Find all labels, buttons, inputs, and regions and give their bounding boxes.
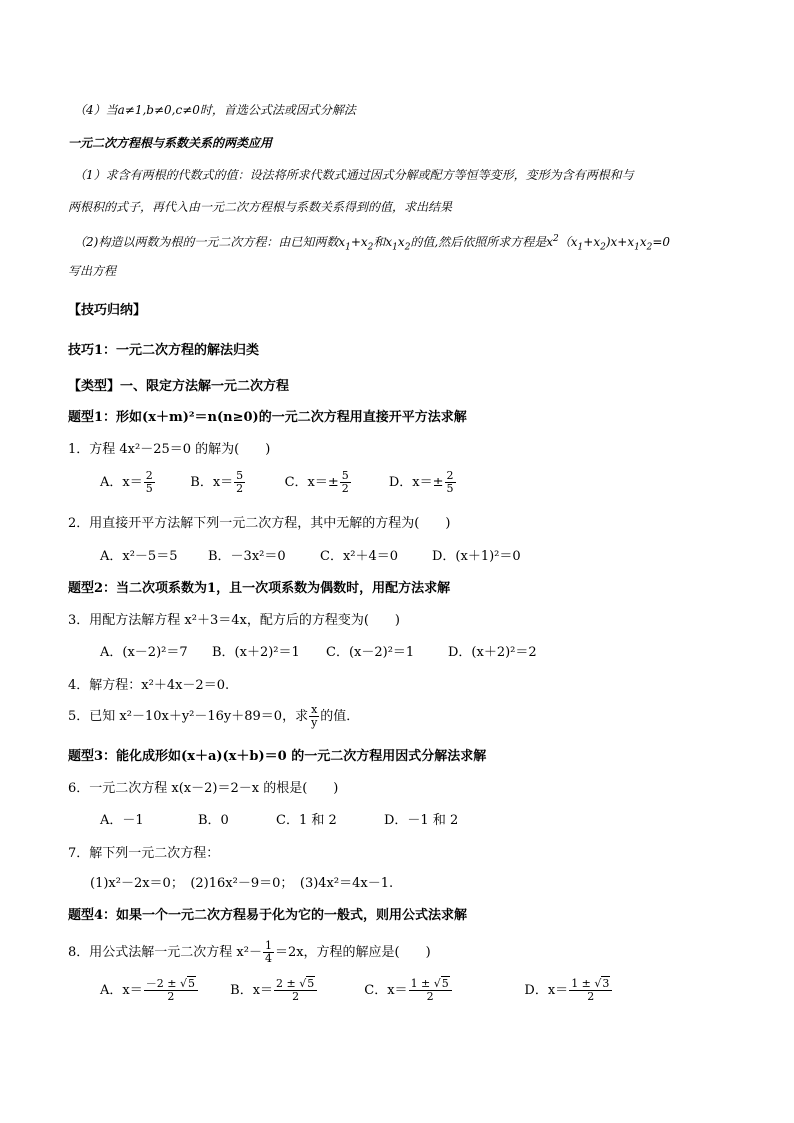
q6-option-a: A．－1 — [100, 813, 144, 828]
numerator: 2 — [446, 469, 454, 482]
q8-option-a-label: A．x＝ — [100, 983, 143, 998]
numerator: 2 ± √5 — [276, 977, 315, 990]
q5-text-end: 的值． — [320, 709, 360, 724]
denominator: y — [311, 716, 318, 729]
question-2-options — [100, 548, 521, 566]
question-8-options — [100, 978, 613, 1018]
radicand: 5 — [441, 977, 449, 990]
question-type-1-heading: 题型1：形如(x＋m)²＝n(n≥0)的一元二次方程用直接开平方法求解 — [68, 410, 467, 425]
p2-text-j: =0 — [652, 235, 671, 249]
q8-option-b-label: B．x＝ — [230, 983, 274, 998]
question-8 — [68, 940, 431, 970]
q1-option-b — [190, 470, 266, 495]
numerator: 5 — [341, 469, 349, 482]
numerator-text: 1 ± — [410, 977, 434, 990]
numerator: －2 ± √5 — [145, 977, 195, 990]
sub-1d: 1 — [634, 242, 640, 253]
question-3: 3．用配方法解方程 x²＋3＝4x，配方后的方程变为( ) — [68, 613, 400, 628]
denominator: 2 — [341, 482, 349, 495]
p2-text-a: （2)构造以两数为根的一元二次方程：由已知两数x — [74, 235, 346, 249]
p2-text-b: +x — [350, 235, 368, 249]
q6-option-d: D．－1 和 2 — [384, 813, 459, 828]
q2-option-d: D．(x＋1)²＝0 — [432, 549, 521, 564]
q2-option-c: C．x²＋4＝0 — [320, 549, 399, 564]
q8-option-d-label: D．x＝ — [524, 983, 569, 998]
q6-option-b: B．0 — [198, 813, 229, 828]
paragraph-1-line-1: （1）求含有两根的代数式的值：设法将所求代数式通过因式分解或配方等恒等变形，变形为含有两根和与 — [74, 168, 634, 182]
q8-text: 8．用公式法解一元二次方程 x²－ — [68, 945, 262, 960]
denominator: 5 — [145, 482, 153, 495]
relation-heading: 一元二次方程根与系数关系的两类应用 — [68, 136, 273, 150]
denominator: 2 — [274, 990, 317, 1003]
numerator-text: 2 ± — [276, 977, 300, 990]
q5-fraction — [309, 704, 319, 729]
p2-text-e: 的值,然后依照所求方程是x — [410, 235, 554, 249]
question-2: 2．用直接开平方法解下列一元二次方程，其中无解的方程为( ) — [68, 516, 451, 531]
q1-option-c-label: C．x＝± — [284, 475, 339, 490]
q1-option-a-fraction — [144, 470, 155, 495]
q8-option-b — [230, 978, 360, 1003]
q1-option-c — [285, 470, 373, 495]
radicand: 5 — [307, 977, 315, 990]
q8-option-b-fraction — [274, 978, 317, 1003]
sub-2c: 2 — [600, 242, 606, 253]
q1-option-a-label: A．x＝ — [100, 475, 143, 490]
item-4-text: （4）当a≠1,b≠0,c≠0时，首选公式法或因式分解法 — [74, 103, 356, 117]
type-1-heading: 【类型】一、限定方法解一元二次方程 — [68, 379, 290, 394]
p2-text-g: +x — [583, 235, 601, 249]
question-1: 1．方程 4x²－25＝0 的解为( ) — [68, 442, 271, 457]
sub-2d: 2 — [646, 242, 653, 253]
sub-1: 1 — [345, 242, 351, 253]
radicand: 3 — [602, 977, 610, 990]
q6-option-c: C．1 和 2 — [276, 813, 337, 828]
q5-text: 5．已知 x²－10x＋y²－16y＋89＝0，求 — [68, 709, 309, 724]
numerator: 1 ± √5 — [410, 977, 449, 990]
denominator: 2 — [144, 990, 198, 1003]
question-4: 4．解方程：x²＋4x－2＝0. — [68, 678, 230, 693]
sub-1c: 1 — [577, 242, 584, 253]
q8-option-c — [364, 978, 520, 1003]
question-7-items: (1)x²－2x＝0； (2)16x²－9＝0； (3)4x²＝4x－1. — [90, 876, 394, 891]
question-type-2-heading: 题型2：当二次项系数为1，且一次项系数为偶数时，用配方法求解 — [68, 581, 451, 596]
p2-text-h: )x+x — [605, 235, 635, 249]
numerator: 2 — [145, 469, 153, 482]
question-6: 6．一元二次方程 x(x－2)＝2－x 的根是( ) — [68, 781, 339, 796]
q1-option-b-label: B．x＝ — [190, 475, 234, 490]
q8-fraction — [263, 940, 274, 965]
numerator: 1 ± √3 — [571, 977, 610, 990]
radicand: 5 — [187, 977, 195, 990]
q1-option-d-label: D．x＝± — [388, 475, 444, 490]
paragraph-1-line-2: 两根积的式子，再代入由一元二次方程根与系数关系得到的值，求出结果 — [68, 200, 453, 214]
q1-option-b-fraction — [234, 470, 245, 495]
denominator: 2 — [569, 990, 612, 1003]
sup-2: 2 — [553, 234, 559, 244]
q3-option-b: B．(x＋2)²＝1 — [212, 645, 300, 660]
q3-option-a: A．(x－2)²＝7 — [100, 645, 188, 660]
p2-text-f: （x — [558, 235, 578, 249]
q3-option-c: C．(x－2)²＝1 — [326, 645, 415, 660]
q1-option-d — [389, 470, 457, 495]
q8-option-d-fraction — [569, 978, 612, 1003]
numerator-text: －2 ± — [145, 977, 180, 990]
denominator: 2 — [236, 482, 244, 495]
numerator-text: 1 ± — [571, 977, 595, 990]
sub-2b: 2 — [404, 242, 411, 253]
numerator: x — [311, 703, 318, 716]
question-type-3-heading: 题型3：能化成形如(x＋a)(x＋b)＝0 的一元二次方程用因式分解法求解 — [68, 749, 487, 764]
numerator: 5 — [236, 469, 244, 482]
question-5 — [68, 704, 359, 734]
q8-option-a-fraction — [144, 978, 198, 1003]
question-3-options — [100, 644, 537, 662]
p2-text-c: 和x — [373, 235, 393, 249]
question-6-options — [100, 812, 458, 830]
paragraph-2-line-1 — [74, 230, 670, 256]
q8-option-d — [524, 978, 613, 1003]
q1-option-d-fraction — [445, 470, 456, 495]
sub-2: 2 — [367, 242, 374, 253]
paragraph-2-line-2: 写出方程 — [68, 264, 117, 278]
q8-option-a — [100, 978, 226, 1003]
denominator: 2 — [409, 990, 452, 1003]
question-type-4-heading: 题型4：如果一个一元二次方程易于化为它的一般式，则用公式法求解 — [68, 908, 468, 923]
skills-summary-heading: 【技巧归纳】 — [68, 303, 147, 318]
q8-option-c-label: C．x＝ — [364, 983, 408, 998]
p2-text-d: x — [397, 235, 405, 249]
q8-text-end: ＝2x，方程的解应是( ) — [274, 945, 431, 960]
p2-text-i: x — [639, 235, 647, 249]
q1-option-a — [100, 470, 164, 495]
sub-1b: 1 — [392, 242, 398, 253]
numerator: 1 — [264, 939, 272, 952]
skill-1-heading: 技巧1：一元二次方程的解法归类 — [68, 343, 260, 358]
q1-option-c-fraction — [340, 470, 351, 495]
q8-option-c-fraction — [409, 978, 452, 1003]
q2-option-b: B．－3x²＝0 — [208, 549, 286, 564]
question-1-options — [100, 470, 457, 506]
denominator: 5 — [446, 482, 454, 495]
question-7: 7．解下列一元二次方程： — [68, 846, 220, 861]
q3-option-d: D．(x＋2)²＝2 — [448, 645, 537, 660]
denominator: 4 — [264, 952, 272, 965]
q2-option-a: A．x²－5＝5 — [100, 549, 178, 564]
